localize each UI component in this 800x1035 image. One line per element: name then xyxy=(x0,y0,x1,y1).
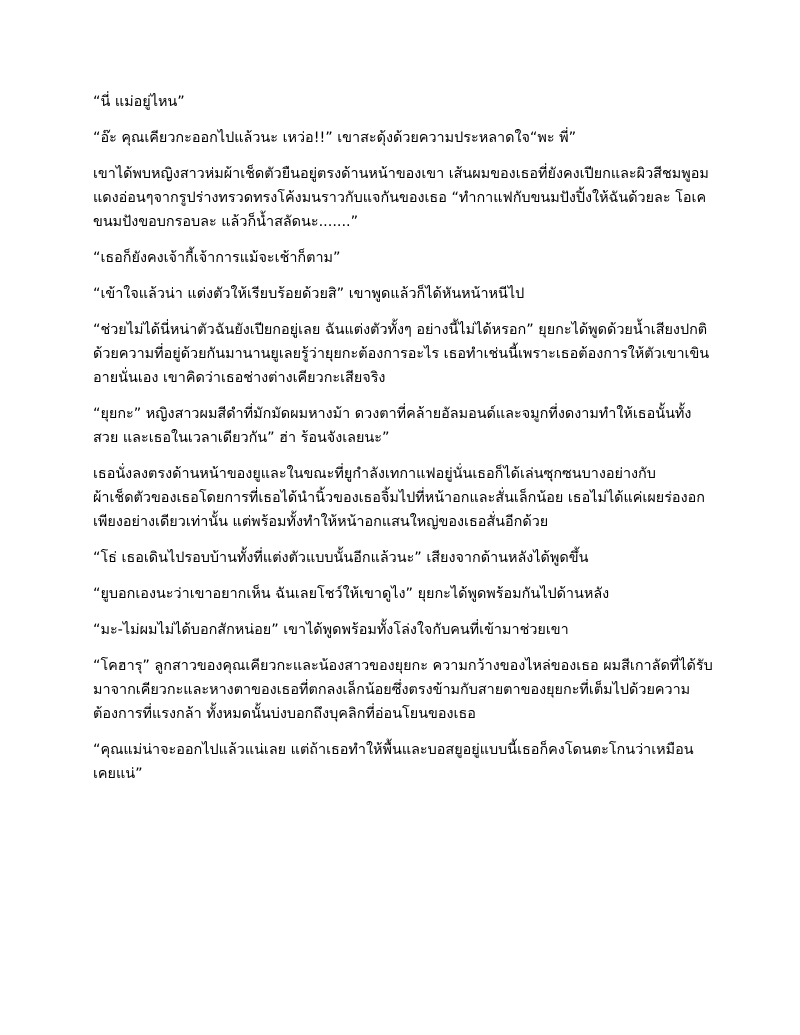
paragraph-9: “โธ่ เธอเดินไปรอบบ้านทั้งที่แต่งตัวแบบนั้นอีกแล้วนะ” เสียงจากด้านหลังได้พูดขึ้น xyxy=(93,550,589,566)
paragraph-6: “ช่วยไม่ได้นี่หน่าตัวฉันยังเปียกอยู่เลย ฉันแต่งตัวทั้งๆ อย่างนี้ไม่ได้หรอก” ยุยกะได้พูดด้วยน้ำเสียงปกติ ด้วยความที่อยู่ด้วยกันมานานยูเลยรู้ว่ายุยกะต้องการอะไร เธอทำเช่นนี้เพราะเธอต้องการให้ตัวเขาเขินอายนั่นเอง เขาคิดว่าเธอช่างต่างเคียวกะเสียจริง xyxy=(93,322,710,386)
paragraph-12: “โคฮารุ” ลูกสาวของคุณเคียวกะและน้องสาวของยุยกะ ความกว้างของไหล่ของเธอ ผมสีเกาลัดที่ได้รับมาจากเคียวกะและหางตาของเธอที่ตกลงเล็กน้อยซึ่งตรงข้ามกับสายตาของยุยกะที่เต็มไปด้วยความต้องการที่แรงกล้า ทั้งหมดนั้นบ่งบอกถึงบุคลิกที่อ่อนโยนของเธอ xyxy=(93,658,713,722)
paragraph-8: เธอนั่งลงตรงด้านหน้าของยูและในขณะที่ยูกำลังเทกาแฟอยู่นั่นเธอก็ได้เล่นซุกซนบางอย่างกับผ้าเช็ดตัวของเธอโดยการที่เธอได้นำนิ้วของเธอจิ้มไปที่หน้าอกและสั่นเล็กน้อย เธอไม่ได้แค่เผยร่องอกเพียงอย่างเดียวเท่านั้น แต่พร้อมทั้งทำให้หน้าอกแสนใหญ่ของเธอสั่นอีกด้วย xyxy=(93,466,705,530)
paragraph-10: “ยูบอกเองนะว่าเขาอยากเห็น ฉันเลยโชว์ให้เขาดูไง” ยุยกะได้พูดพร้อมกันไปด้านหลัง xyxy=(93,586,610,602)
paragraph-4: “เธอก็ยังคงเจ้ากี้เจ้าการแม้จะเช้าก็ตาม” xyxy=(93,250,341,266)
paragraph-1: “นี่ แม่อยู่ไหน” xyxy=(93,94,185,110)
paragraph-11: “มะ-ไม่ผมไม่ได้บอกสักหน่อย” เขาได้พูดพร้อมทั้งโล่งใจกับคนที่เข้ามาช่วยเขา xyxy=(93,622,569,638)
paragraph-13: “คุณแม่น่าจะออกไปแล้วแน่เลย แต่ถ้าเธอทำให้พื้นและบอสยูอยู่แบบนี้เธอก็คงโดนตะโกนว่าเหมือนเคยแน่” xyxy=(93,742,694,782)
paragraph-7: “ยุยกะ” หญิงสาวผมสีดำที่มักมัดผมหางม้า ดวงตาที่คล้ายอัลมอนด์และจมูกที่งดงามทำให้เธอนั้นทั้งสวย และเธอในเวลาเดียวกัน” ฮ่า ร้อนจังเลยนะ” xyxy=(93,406,692,446)
paragraph-5: “เข้าใจแล้วน่า แต่งตัวให้เรียบร้อยด้วยสิ” เขาพูดแล้วก็ได้หันหน้าหนีไป xyxy=(93,286,525,302)
paragraph-2: “อ๊ะ คุณเคียวกะออกไปแล้วนะ เหว่อ!!” เขาสะดุ้งด้วยความประหลาดใจ“พะ พี่” xyxy=(93,130,577,146)
paragraph-3: เขาได้พบหญิงสาวห่มผ้าเช็ดตัวยืนอยู่ตรงด้านหน้าของเขา เส้นผมของเธอที่ยังคงเปียกและผิวสีชมพูอมแดงอ่อนๆจากรูปร่างทรวดทรงโค้งมนราวกับแจกันของเธอ “ทำกาแฟกับขนมปังปิ้งให้ฉันด้วยละ โอเค ขนมปังขอบกรอบละ แล้วก็น้ำสลัดนะ.......” xyxy=(93,166,709,230)
story-body xyxy=(93,90,713,798)
